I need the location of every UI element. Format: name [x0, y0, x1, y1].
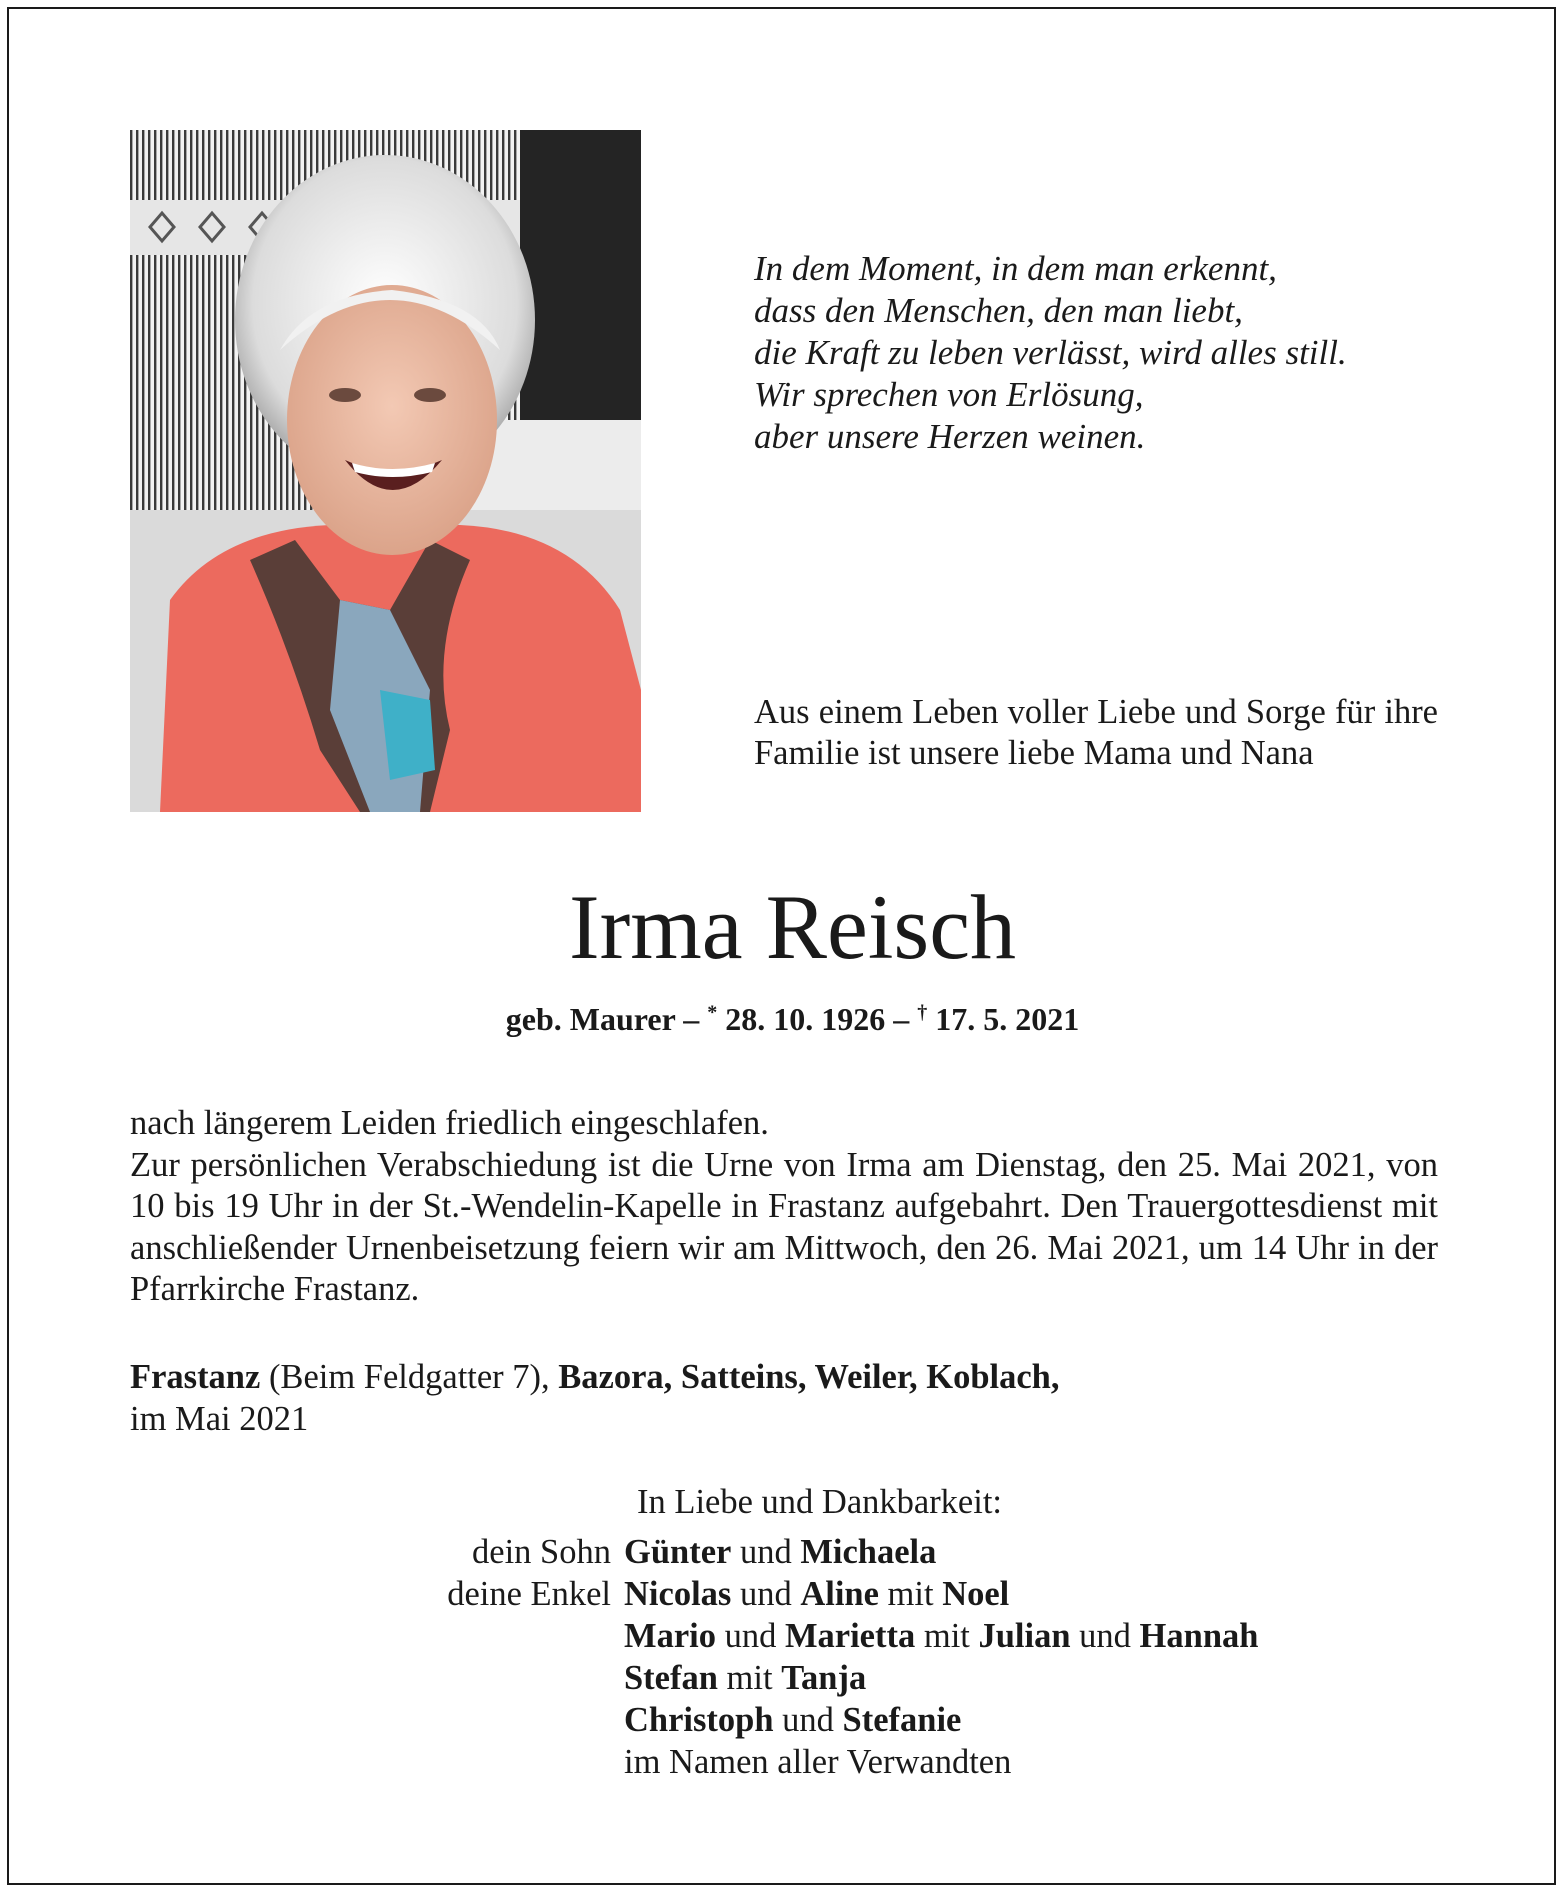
intro-text: Aus einem Leben voller Liebe und Sorge für ihre Familie ist unsere liebe Mama und Nana	[754, 693, 1438, 772]
thanks-heading: In Liebe und Dankbarkeit:	[637, 1483, 1002, 1521]
connector: und	[731, 1575, 801, 1613]
announcement-text	[130, 1103, 1438, 1311]
connector: und	[1070, 1617, 1140, 1655]
family-name: Noel	[942, 1575, 1010, 1613]
family-name: Günter	[624, 1533, 732, 1571]
family-name: Julian	[978, 1617, 1071, 1655]
connector: mit	[717, 1659, 782, 1697]
family-row	[0, 1657, 1567, 1699]
family-row	[0, 1573, 1567, 1615]
birth-mark: *	[707, 1001, 718, 1024]
other-places: Bazora, Satteins, Weiler, Koblach,	[558, 1358, 1060, 1396]
family-row	[0, 1741, 1567, 1783]
dash-separator: –	[675, 1001, 708, 1037]
family-name: Stefanie	[842, 1701, 962, 1739]
family-row	[0, 1615, 1567, 1657]
portrait-photo-icon	[130, 130, 641, 812]
dash-separator: –	[885, 1001, 918, 1037]
connector: und	[731, 1533, 801, 1571]
places	[130, 1357, 1438, 1440]
family-row	[0, 1531, 1567, 1573]
family-name: Hannah	[1139, 1617, 1259, 1655]
family-name: Stefan	[624, 1659, 718, 1697]
connector: mit	[878, 1575, 943, 1613]
connector: und	[715, 1617, 785, 1655]
family-row	[0, 1699, 1567, 1741]
death-date: 17. 5. 2021	[927, 1001, 1080, 1037]
family-name: Tanja	[781, 1659, 867, 1697]
life-dates	[0, 998, 1567, 1040]
place-date: im Mai 2021	[130, 1399, 309, 1438]
family-list	[0, 1531, 1567, 1783]
portrait-photo	[130, 130, 641, 812]
family-name: Christoph	[624, 1701, 774, 1739]
poem	[754, 248, 1454, 458]
maiden-name: geb. Maurer	[505, 1001, 676, 1037]
funeral-details: Zur persönlichen Verabschiedung ist die Urne von Irma am Dienstag, den 25. Mai 2021, von 10 bis 19 Uhr in der St.-Wendelin-Kapelle in Frastanz aufgebahrt. Den Trauergottesdienst mit anschließender Urnenbeisetzung feiern wir am Mittwoch, den 26. Mai 2021, um 14 Uhr in der Pfarrkirche Frastanz.	[130, 1145, 1438, 1308]
death-mark: †	[917, 1001, 928, 1024]
relation-label: deine Enkel	[447, 1575, 611, 1613]
closing-line: im Namen aller Verwandten	[624, 1743, 1012, 1781]
poem-line: aber unsere Herzen weinen.	[754, 417, 1146, 456]
announcement-first-line: nach längerem Leiden friedlich eingeschlafen.	[130, 1104, 769, 1142]
connector: und	[773, 1701, 843, 1739]
family-name: Marietta	[784, 1617, 916, 1655]
address: (Beim Feldgatter 7),	[260, 1358, 559, 1396]
poem-line: dass den Menschen, den man liebt,	[754, 291, 1243, 330]
poem-line: die Kraft zu leben verlässt, wird alles still.	[754, 333, 1347, 372]
family-name: Nicolas	[624, 1575, 732, 1613]
family-name: Aline	[800, 1575, 879, 1613]
connector: mit	[915, 1617, 979, 1655]
family-name: Mario	[624, 1617, 716, 1655]
deceased-name: Irma Reisch	[568, 876, 1017, 978]
relation-label: dein Sohn	[472, 1533, 611, 1571]
family-name: Michaela	[800, 1533, 937, 1571]
town: Frastanz	[130, 1358, 261, 1396]
poem-line: In dem Moment, in dem man erkennt,	[754, 249, 1277, 288]
birth-date: 28. 10. 1926	[717, 1001, 886, 1037]
poem-line: Wir sprechen von Erlösung,	[754, 375, 1144, 414]
